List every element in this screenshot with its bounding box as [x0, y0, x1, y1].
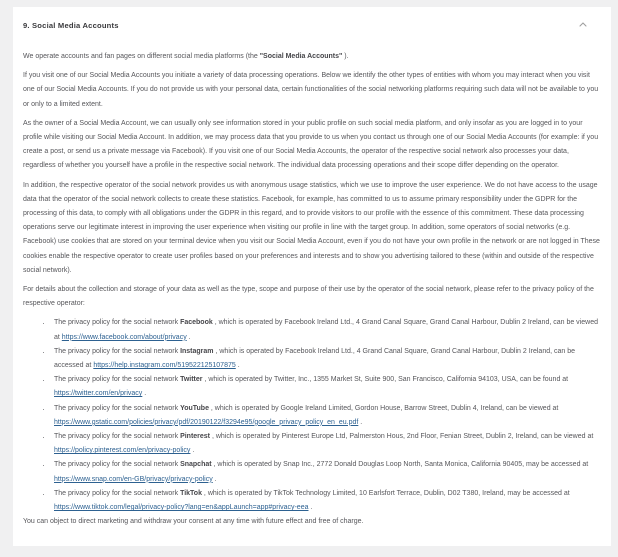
policy-item-link[interactable]: https://www.gstatic.com/policies/privacy/pdf/20190122/f3294e95/google_privacy_policy_en_eu.pdf [54, 418, 359, 426]
policy-item-description: , which is operated by Pinterest Europe Ltd, Palmerston Hous, 2nd Floor, Fenian Street, Dublin 2, Ireland, can be viewed at [210, 433, 594, 441]
policy-item-suffix: . [308, 504, 313, 512]
chevron-up-icon [579, 15, 587, 30]
policy-item-prefix: The privacy policy for the social network [54, 376, 181, 384]
closing-paragraph: You can object to direct marketing and withdraw your consent at any time with future effect and free of charge. [23, 518, 364, 526]
policy-item-prefix: The privacy policy for the social network [54, 489, 181, 497]
policy-item-suffix: . [358, 418, 363, 426]
policy-item-suffix: . [142, 390, 147, 398]
policy-item-description: , which is operated by Twitter, Inc., 1355 Market St, Suite 900, San Francisco, California 94103, USA, can be found at [202, 376, 569, 384]
policy-item-description: , which is operated by Snap Inc., 2772 Donald Douglas Loop North, Santa Monica, California 90405, may be accessed at [211, 461, 589, 469]
policy-list-item [52, 316, 601, 344]
policy-item-suffix: . [235, 362, 240, 370]
policy-item-network-name: Pinterest [180, 433, 211, 441]
intro-paragraph [23, 50, 601, 64]
policy-item-network-name: Twitter [180, 376, 203, 384]
policy-item-network-name: YouTube [180, 404, 209, 412]
policy-item-link[interactable]: https://www.tiktok.com/legal/privacy-policy?lang=en&appLaunch=app#privacy-eea [54, 504, 309, 512]
policy-item-link[interactable]: https://twitter.com/en/privacy [54, 390, 143, 398]
policy-item-prefix: The privacy policy for the social network [54, 319, 181, 327]
policy-list-item [52, 458, 601, 486]
policy-item-suffix: . [190, 447, 195, 455]
section-header [23, 21, 601, 30]
intro-text-before: We operate accounts and fan pages on different social media platforms (the [23, 53, 260, 60]
policy-item-link[interactable]: https://www.snap.com/en-GB/privacy/privacy-policy [54, 475, 213, 483]
policy-list-item [52, 487, 601, 515]
policy-item-link[interactable]: https://www.facebook.com/about/privacy [61, 333, 187, 341]
privacy-policy-list [23, 316, 601, 515]
paragraph-account-owner: As the owner of a Social Media Account, we can usually only see information stored in your public profile on such social media platform, and only insofar as you are logged in to your profile while visiting our Social Media Account. In addition, we may process data that you provide to us when you contact us through one of our Social Media Accounts (for example: if you create a post, or send us a private message via Facebook). If you visit one of our Social Media Accounts, the operator of the respective social network also processes your data, regardless of whether you yourself have a profile in the respective social network. The individual data processing operations and their scope differ depending on the operator. [23, 119, 599, 170]
paragraph-usage-statistics: In addition, the respective operator of the social network provides us with anonymous usage statistics, which we use to improve the user experience. We do not have access to the usage data that the operator of the social network collects to create these statistics. Facebook, for example, has committed to us to assume primary responsibility under the GDPR for the processing of this data, to comply with all obligations under the GDPR in this regard, and to provide visitors to our profile with the essence of this commitment. These data processing operations serve our legitimate interest in improving the user experience when visiting our profile in line with the target group. In addition, some operators of social networks (e.g. Facebook) use cookies that are stored on your terminal device when you visit our Social Media Account, even if you do not have your own profile in the network or are not logged in These cookies enable the respective operator to create user profiles based on your preferences and interests and to show you advertising tailored to these (within and outside of the respective social network). [23, 181, 600, 274]
section-body [23, 50, 601, 530]
policy-item-description: , which is operated by Facebook Ireland Ltd., 4 Grand Canal Square, Grand Canal Harbour, Dublin 2 Ireland, can be accessed at [54, 347, 576, 370]
policy-list-item [52, 430, 601, 458]
policy-item-link[interactable]: https://help.instagram.com/519522125107875 [93, 362, 236, 370]
policy-item-prefix: The privacy policy for the social network [54, 347, 181, 355]
intro-bold-term: "Social Media Accounts" [259, 53, 343, 60]
policy-list-item [52, 345, 601, 373]
paragraph-operator-details: For details about the collection and storage of your data as well as the type, scope and purpose of their use by the operator of the social network, please refer to the privacy policy of the respective operator: [23, 286, 594, 308]
policy-item-network-name: Snapchat [180, 461, 212, 469]
section-heading: 9. Social Media Accounts [23, 21, 119, 30]
policy-item-description: , which is operated by Facebook Ireland Ltd., 4 Grand Canal Square, Grand Canal Harbour, Dublin 2 Ireland, can be viewed at [54, 319, 598, 341]
policy-item-description: , which is operated by TikTok Technology Limited, 10 Earlsfort Terrace, Dublin, D02 T380, Ireland, may be accessed at [201, 489, 570, 497]
policy-item-suffix: . [186, 333, 191, 341]
intro-text-after: ). [342, 53, 349, 60]
policy-item-prefix: The privacy policy for the social network [54, 433, 181, 441]
policy-list-item [52, 402, 601, 430]
policy-item-suffix: . [212, 475, 217, 483]
policy-item-prefix: The privacy policy for the social network [54, 404, 181, 412]
policy-item-network-name: TikTok [180, 489, 202, 497]
policy-item-link[interactable]: https://policy.pinterest.com/en/privacy-policy [54, 447, 191, 455]
paragraph-data-processing: If you visit one of our Social Media Accounts you initiate a variety of data processing operations. Below we identify the other types of entities with whom you may interact when you visit one of our Social Media Accounts. If you do not provide us with your personal data, certain functionalities of the social networking platforms requiring such data will not be available to you or only to a limited extent. [23, 72, 599, 108]
policy-item-network-name: Instagram [180, 347, 214, 355]
policy-item-network-name: Facebook [180, 319, 213, 327]
policy-item-description: , which is operated by Google Ireland Limited, Gordon House, Barrow Street, Dublin 4, Ireland, can be viewed at [208, 404, 559, 412]
policy-item-prefix: The privacy policy for the social network [54, 461, 181, 469]
policy-list-item [52, 373, 601, 401]
privacy-policy-section-card [13, 7, 611, 546]
collapse-section-button[interactable] [577, 17, 589, 27]
